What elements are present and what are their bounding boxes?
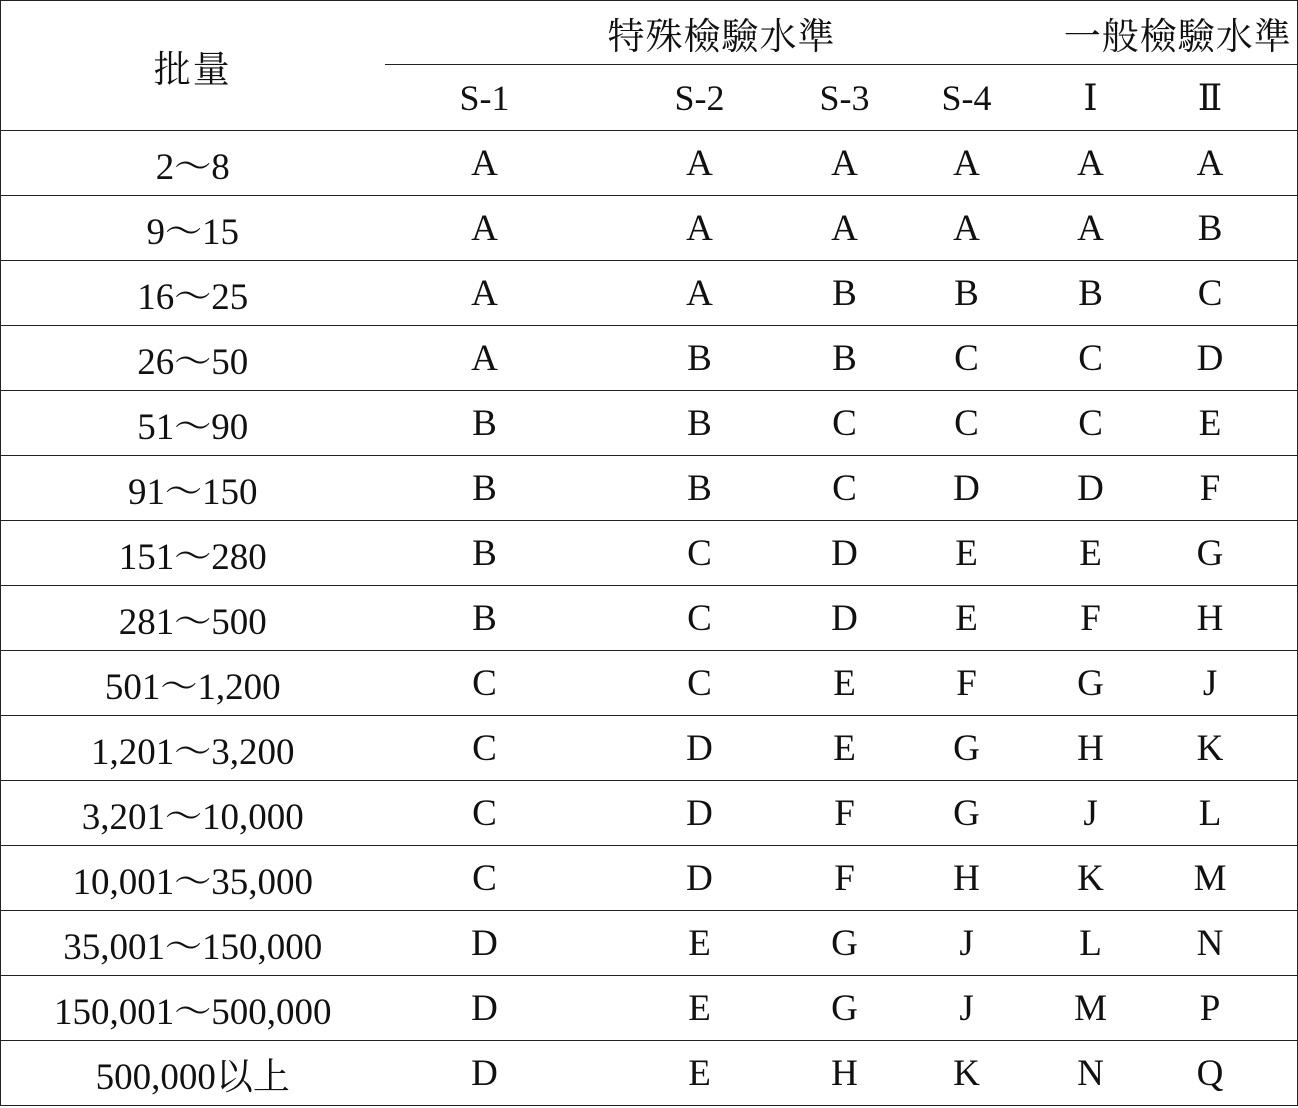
sample-code-cell: B: [1059, 261, 1123, 326]
lot-size-header: 批量: [1, 1, 385, 131]
sample-code-cell: B: [385, 521, 585, 586]
sample-code-cell: D: [385, 1041, 585, 1106]
sample-code-cell: C: [385, 651, 585, 716]
sample-code-cell: Q: [1123, 1041, 1298, 1106]
lot-size-cell: 151～280: [1, 521, 385, 586]
lot-size-cell: 1,201～3,200: [1, 716, 385, 781]
sample-code-cell: E: [815, 651, 875, 716]
table-body: [1, 131, 1298, 1106]
sample-code-cell: E: [585, 911, 815, 976]
sample-code-cell: H: [1059, 716, 1123, 781]
inspection-level-column-header: S-2: [585, 65, 815, 131]
sample-code-cell: A: [1059, 131, 1123, 196]
lot-size-cell: 500,000以上: [1, 1041, 385, 1106]
lot-size-cell: 3,201～10,000: [1, 781, 385, 846]
sample-code-cell: D: [815, 586, 875, 651]
table-row: [1, 911, 1298, 976]
sample-code-cell: E: [815, 716, 875, 781]
sample-code-cell: D: [385, 911, 585, 976]
lot-size-cell: 51～90: [1, 391, 385, 456]
sample-code-cell: J: [875, 976, 1059, 1041]
sample-code-cell: E: [875, 586, 1059, 651]
sample-code-cell: G: [1059, 651, 1123, 716]
table-row: [1, 456, 1298, 521]
sample-code-cell: D: [815, 521, 875, 586]
inspection-level-column-header: S-1: [385, 65, 585, 131]
sample-code-cell: C: [875, 326, 1059, 391]
sample-code-cell: C: [585, 586, 815, 651]
table-row: [1, 261, 1298, 326]
general-inspection-level-header: 一般檢驗水準: [1059, 1, 1298, 65]
sample-code-cell: C: [1059, 391, 1123, 456]
sample-code-cell: B: [875, 261, 1059, 326]
sample-code-cell: E: [1059, 521, 1123, 586]
sample-code-cell: A: [385, 326, 585, 391]
inspection-level-column-header: S-3: [815, 65, 875, 131]
lot-size-cell: 9～15: [1, 196, 385, 261]
sample-code-cell: F: [1123, 456, 1298, 521]
sample-code-cell: C: [815, 456, 875, 521]
sample-code-cell: G: [875, 716, 1059, 781]
sample-code-cell: C: [1123, 261, 1298, 326]
sample-code-cell: A: [585, 131, 815, 196]
sample-code-cell: A: [875, 131, 1059, 196]
sample-code-cell: E: [585, 976, 815, 1041]
sample-code-cell: N: [1059, 1041, 1123, 1106]
sample-code-cell: H: [875, 846, 1059, 911]
table-row: [1, 131, 1298, 196]
sample-code-cell: C: [875, 391, 1059, 456]
sample-code-cell: A: [1123, 131, 1298, 196]
sample-code-cell: N: [1123, 911, 1298, 976]
sample-code-cell: E: [875, 521, 1059, 586]
sample-code-cell: A: [385, 131, 585, 196]
table-row: [1, 586, 1298, 651]
inspection-level-column-header: S-4: [875, 65, 1059, 131]
sample-code-cell: C: [385, 716, 585, 781]
sample-code-cell: J: [1059, 781, 1123, 846]
sample-code-cell: A: [385, 261, 585, 326]
sample-code-cell: D: [585, 781, 815, 846]
sample-code-cell: G: [815, 976, 875, 1041]
sample-code-cell: D: [875, 456, 1059, 521]
lot-size-cell: 501～1,200: [1, 651, 385, 716]
sample-code-cell: M: [1123, 846, 1298, 911]
sample-code-cell: F: [1059, 586, 1123, 651]
table-row: [1, 846, 1298, 911]
sample-code-cell: G: [875, 781, 1059, 846]
sample-code-cell: E: [585, 1041, 815, 1106]
sample-code-cell: C: [1059, 326, 1123, 391]
sample-code-cell: D: [385, 976, 585, 1041]
sample-code-cell: D: [1059, 456, 1123, 521]
lot-size-cell: 10,001～35,000: [1, 846, 385, 911]
sample-code-cell: P: [1123, 976, 1298, 1041]
sample-code-cell: B: [1123, 196, 1298, 261]
sample-code-cell: F: [875, 651, 1059, 716]
table-row: [1, 196, 1298, 261]
table-row: [1, 391, 1298, 456]
sample-code-cell: G: [1123, 521, 1298, 586]
sample-code-cell: B: [385, 456, 585, 521]
sample-code-cell: H: [1123, 586, 1298, 651]
lot-size-cell: 91～150: [1, 456, 385, 521]
table-row: [1, 1041, 1298, 1106]
inspection-level-column-header: Ⅰ: [1059, 65, 1123, 131]
special-inspection-level-header: 特殊檢驗水準: [385, 1, 1059, 65]
table-row: [1, 976, 1298, 1041]
sample-code-cell: A: [385, 196, 585, 261]
sample-code-cell: H: [815, 1041, 875, 1106]
sample-code-cell: C: [385, 846, 585, 911]
sample-code-cell: C: [385, 781, 585, 846]
inspection-level-column-header: Ⅱ: [1123, 65, 1298, 131]
sample-code-cell: F: [815, 781, 875, 846]
sample-code-cell: L: [1059, 911, 1123, 976]
lot-size-cell: 16～25: [1, 261, 385, 326]
sample-code-cell: K: [1123, 716, 1298, 781]
sample-code-cell: M: [1059, 976, 1123, 1041]
table-row: [1, 716, 1298, 781]
sample-code-cell: D: [585, 846, 815, 911]
sample-code-cell: B: [385, 391, 585, 456]
sample-code-cell: A: [875, 196, 1059, 261]
lot-size-cell: 35,001～150,000: [1, 911, 385, 976]
lot-size-cell: 281～500: [1, 586, 385, 651]
sample-code-cell: K: [875, 1041, 1059, 1106]
sample-code-cell: B: [585, 391, 815, 456]
lot-size-cell: 150,001～500,000: [1, 976, 385, 1041]
table-row: [1, 781, 1298, 846]
sample-code-cell: B: [385, 586, 585, 651]
sample-code-cell: C: [815, 391, 875, 456]
sample-code-cell: C: [585, 521, 815, 586]
sample-code-cell: B: [815, 326, 875, 391]
sample-code-cell: G: [815, 911, 875, 976]
sample-code-cell: L: [1123, 781, 1298, 846]
sample-code-cell: A: [585, 261, 815, 326]
sample-code-cell: C: [585, 651, 815, 716]
sample-code-cell: D: [585, 716, 815, 781]
sample-code-cell: B: [585, 456, 815, 521]
sample-code-cell: J: [875, 911, 1059, 976]
table-row: [1, 651, 1298, 716]
table-row: [1, 521, 1298, 586]
sample-code-cell: A: [815, 131, 875, 196]
sample-code-cell: K: [1059, 846, 1123, 911]
sample-code-cell: F: [815, 846, 875, 911]
sample-code-cell: A: [815, 196, 875, 261]
sample-code-cell: D: [1123, 326, 1298, 391]
table-row: [1, 326, 1298, 391]
lot-size-cell: 26～50: [1, 326, 385, 391]
sample-code-cell: J: [1123, 651, 1298, 716]
sample-code-cell: B: [585, 326, 815, 391]
sample-code-cell: A: [585, 196, 815, 261]
sample-code-cell: E: [1123, 391, 1298, 456]
sample-code-cell: B: [815, 261, 875, 326]
lot-size-cell: 2～8: [1, 131, 385, 196]
sample-code-cell: A: [1059, 196, 1123, 261]
